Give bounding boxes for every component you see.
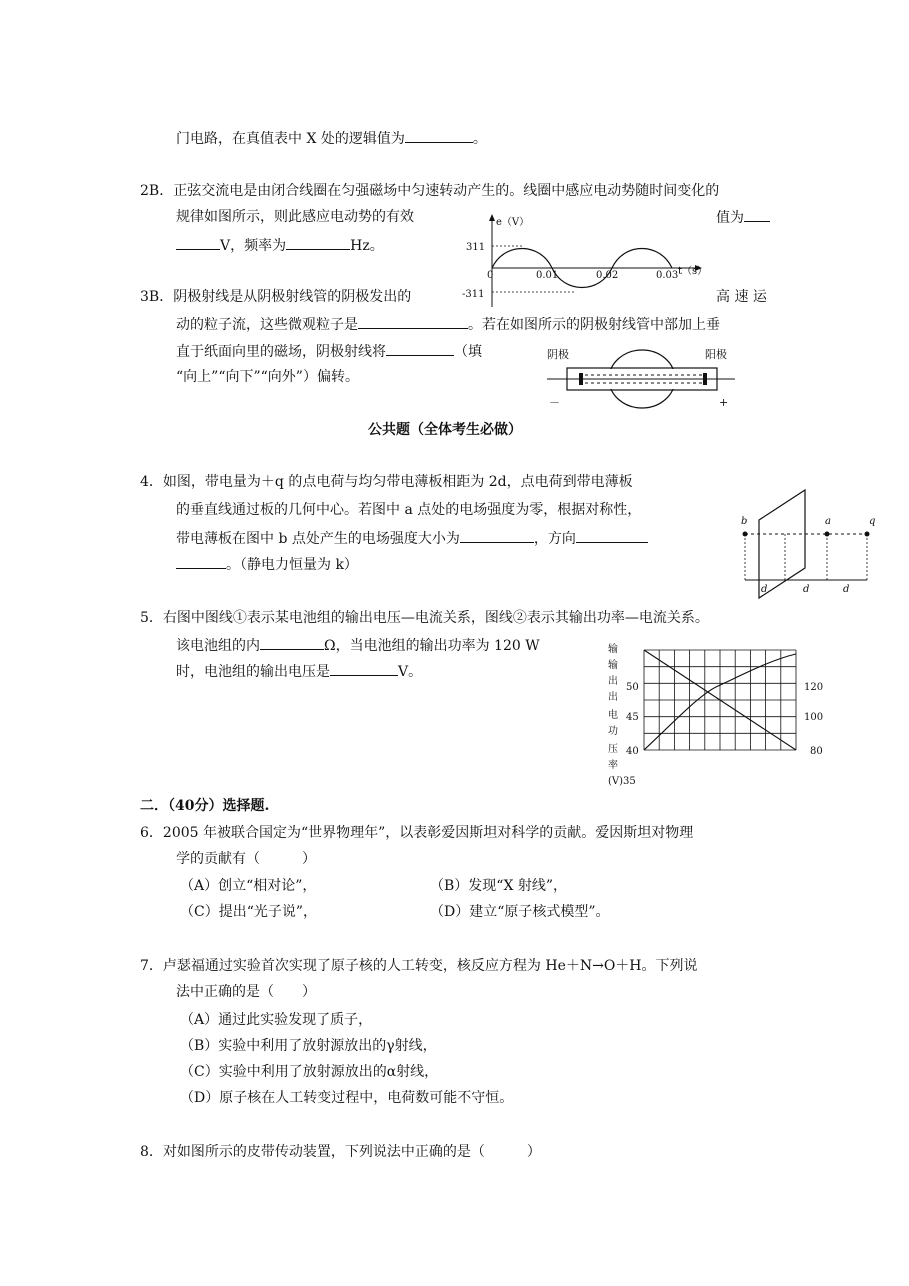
right-tick-80: 80 <box>810 746 823 757</box>
q7-option-c[interactable]: （C）实验中利用了放射源放出的α射线， <box>180 1064 439 1080</box>
cathode-electrode <box>579 373 583 385</box>
left-axis-char: 率 <box>608 760 618 771</box>
left-axis-char: 输 <box>608 644 618 655</box>
q2b-line-3: V，频率为 Hz。 <box>176 235 384 256</box>
answer-blank[interactable] <box>330 661 398 676</box>
plus-label: + <box>719 396 729 409</box>
q7-option-d[interactable]: （D）原子核在人工转变过程中，电荷数可能不守恒。 <box>180 1090 514 1106</box>
xlabel: t（s） <box>678 266 708 277</box>
left-axis-char: (V)35 <box>608 776 636 787</box>
logic-question-line: 门电路，在真值表中 X 处的逻辑值为 。 <box>176 128 487 149</box>
ylabel: e（V） <box>496 217 530 228</box>
q6-line-1: 6．2005 年被联合国定为“世界物理年”，以表彰爱因斯坦对科学的贡献。爱因斯坦对物理 <box>140 825 694 841</box>
left-tick-45: 45 <box>626 712 639 723</box>
origin-label: 0 <box>487 270 494 281</box>
left-axis-char: 电 <box>608 710 618 721</box>
q6-option-d[interactable]: （D）建立“原子核式模型”。 <box>430 904 610 920</box>
cathode-label: 阴极 <box>547 348 569 361</box>
ymin-label: -311 <box>462 289 485 300</box>
q8-line-1: 8．对如图所示的皮带传动装置，下列说法中正确的是（ ） <box>140 1144 541 1160</box>
left-axis-char: 输 <box>608 660 618 671</box>
answer-blank[interactable] <box>176 235 220 250</box>
left-tick-50: 50 <box>626 682 639 693</box>
charged-plate-figure <box>735 484 885 596</box>
q7-option-a[interactable]: （A）通过此实验发现了质子， <box>180 1012 373 1028</box>
q2b-line-1: 2B．正弦交流电是由闭合线圈在匀强磁场中匀速转动产生的。线圈中感应电动势随时间变化的 <box>140 183 720 199</box>
answer-blank[interactable] <box>286 235 350 250</box>
answer-blank[interactable] <box>460 528 534 543</box>
charged-plate <box>759 490 805 598</box>
left-axis-char: 出 <box>608 676 618 687</box>
label-a: a <box>825 516 831 527</box>
anode-label: 阳极 <box>705 348 727 361</box>
section-2-heading: 二．（40分）选择题. <box>140 798 270 814</box>
answer-blank[interactable] <box>744 207 770 222</box>
q3b-line-4: “向上”“向下”“向外”）偏转。 <box>176 369 359 385</box>
answer-blank[interactable] <box>260 635 324 650</box>
answer-blank[interactable] <box>405 128 473 143</box>
right-tick-120: 120 <box>804 682 824 693</box>
label-d3: d <box>843 584 850 595</box>
q2b-line-2a: 规律如图所示，则此感应电动势的有效 <box>176 209 414 225</box>
q4-line-3: 带电薄板在图中 b 点处产生的电场强度大小为 ，方向 <box>176 528 648 549</box>
battery-chart <box>590 638 830 788</box>
answer-blank[interactable] <box>176 554 226 569</box>
anode-electrode <box>703 373 707 385</box>
ymax-label: 311 <box>466 242 486 253</box>
q4-line-2: 的垂直线通过板的几何中心。若图中 a 点处的电场强度为零，根据对称性， <box>176 502 642 518</box>
left-tick-40: 40 <box>626 746 639 757</box>
q5-line-2: 该电池组的内 Ω，当电池组的输出功率为 120 W <box>176 635 540 656</box>
q3b-line-1a: 3B．阴极射线是从阴极射线管的阴极发出的 <box>140 289 412 305</box>
q6-option-a[interactable]: （A）创立“相对论”， <box>180 878 317 894</box>
q5-line-1: 5．右图中图线①表示某电池组的输出电压—电流关系，图线②表示其输出功率—电流关系。 <box>140 610 709 626</box>
common-heading: 公共题（全体考生必做） <box>368 422 522 438</box>
answer-blank[interactable] <box>576 528 648 543</box>
t1-label: 0.01 <box>536 270 559 281</box>
label-b: b <box>741 516 748 527</box>
right-tick-100: 100 <box>804 712 824 723</box>
q4-line-4: 。（静电力恒量为 k） <box>176 554 358 575</box>
label-d2: d <box>803 584 810 595</box>
q2b-line-2b: 值为 <box>716 207 770 228</box>
q6-line-2: 学的贡献有（ ） <box>176 851 316 867</box>
answer-blank[interactable] <box>386 341 454 356</box>
t3-label: 0.03 <box>656 270 679 281</box>
q6-option-b[interactable]: （B）发现“X 射线”， <box>430 878 568 894</box>
q7-option-b[interactable]: （B）实验中利用了放射源放出的γ射线， <box>180 1038 437 1054</box>
left-axis-char: 出 <box>608 692 618 703</box>
label-q: q <box>869 516 876 527</box>
cathode-ray-tube <box>545 340 745 412</box>
answer-blank[interactable] <box>358 314 468 329</box>
q3b-line-1b: 高 速 运 <box>716 289 767 305</box>
left-axis-char: 功 <box>608 726 618 737</box>
q7-line-1: 7．卢瑟福通过实验首次实现了原子核的人工转变，核反应方程为 He＋N→O＋H。下列说 <box>140 958 698 974</box>
sine-wave-graph <box>460 212 710 312</box>
minus-label: － <box>549 396 560 409</box>
q5-line-3: 时，电池组的输出电压是 V。 <box>176 661 422 682</box>
q7-line-2: 法中正确的是（ ） <box>176 984 316 1000</box>
left-axis-char: 压 <box>608 744 618 755</box>
q3b-line-2: 动的粒子流，这些微观粒子是 。若在如图所示的阴极射线管中部加上垂 <box>176 314 720 335</box>
label-d1: d <box>761 584 768 595</box>
q6-option-c[interactable]: （C）提出“光子说”， <box>180 904 318 920</box>
q4-line-1: 4．如图，带电量为＋q 的点电荷与均匀带电薄板相距为 2d，点电荷到带电薄板 <box>140 474 633 490</box>
q3b-line-3: 直于纸面向里的磁场，阴极射线将 （填 <box>176 341 482 362</box>
t2-label: 0.02 <box>596 270 619 281</box>
